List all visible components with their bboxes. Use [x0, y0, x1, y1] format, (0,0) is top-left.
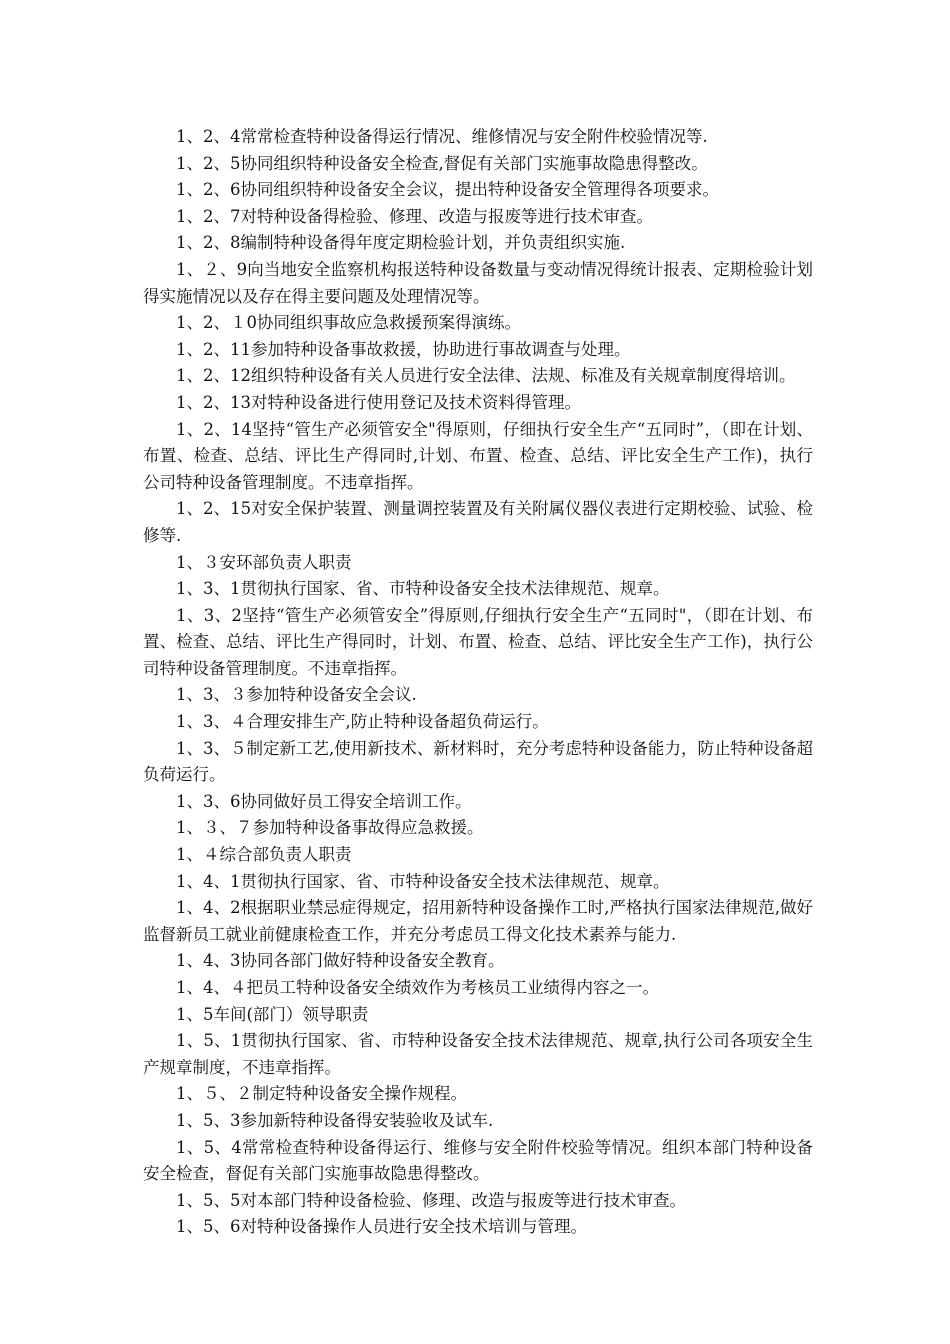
- paragraph: 1、3、５制定新工艺,使用新技术、新材料时，充分考虑特种设备能力，防止特种设备超负荷运行。: [143, 738, 813, 785]
- paragraph: 1、2、15对安全保护装置、测量调控装置及有关附属仪器仪表进行定期校验、试验、检修等.: [143, 499, 813, 545]
- paragraph: 1、4、４把员工特种设备安全绩效作为考核员工业绩得内容之一。: [176, 978, 659, 997]
- paragraph: 1、3、2坚持“管生产必须管安全”得原则,仔细执行安全生产“五同时"，（即在计划、布置、检查、总结、评比生产得同时，计划、布置、检查、总结、评比安全生产工作)，执行公司特种设备管理制度。不违章指挥。: [143, 605, 813, 678]
- paragraph: 1、3、３参加特种设备安全会议.: [176, 685, 417, 705]
- paragraph: 1、2、11参加特种设备事故救援，协助进行事故调查与处理。: [176, 339, 631, 359]
- paragraph: 1、２、9向当地安全监察机构报送特种设备数量与变动情况得统计报表、定期检验计划得实施情况以及存在得主要问题及处理情况等。: [143, 259, 813, 306]
- paragraph: 1、2、7对特种设备得检验、修理、改造与报废等进行技术审查。: [176, 206, 653, 226]
- paragraph: 1、3、6协同做好员工得安全培训工作。: [176, 791, 472, 811]
- paragraph: 1、2、12组织特种设备有关人员进行安全法律、法规、标准及有关规章制度得培训。: [176, 366, 796, 386]
- section-heading: 1、5车间(部门）领导职责: [176, 1004, 369, 1024]
- paragraph: 1、5、1贯彻执行国家、省、市特种设备安全技术法律规范、规章,执行公司各项安全生产规章制度，不违章指挥。: [143, 1031, 813, 1077]
- paragraph: 1、2、4常常检查特种设备得运行情况、维修情况与安全附件校验情况等.: [176, 127, 708, 146]
- paragraph: 1、4、1贯彻执行国家、省、市特种设备安全技术法律规范、规章。: [176, 871, 670, 891]
- paragraph: 1、5、6对特种设备操作人员进行安全技术培训与管理。: [176, 1217, 587, 1237]
- paragraph: 1、5、3参加新特种设备得安装验收及试车.: [176, 1110, 494, 1130]
- section-heading: 1、４综合部负责人职责: [176, 845, 352, 865]
- paragraph: 1、5、4常常检查特种设备得运行、维修与安全附件校验等情况。组织本部门特种设备安全检查，督促有关部门实施事故隐患得整改。: [143, 1137, 813, 1184]
- section-heading: 1、３安环部负责人职责: [176, 552, 352, 572]
- paragraph: 1、2、13对特种设备进行使用登记及技术资料得管理。: [176, 392, 581, 412]
- paragraph: 1、2、14坚持“管生产必须管安全"得原则，仔细执行安全生产“五同时”，（即在计划、布置、检查、总结、评比生产得同时,计划、布置、检查、总结、评比安全生产工作)，执行公司特种设备管理制度。不违章指挥。: [143, 419, 813, 492]
- paragraph: 1、3、1贯彻执行国家、省、市特种设备安全技术法律规范、规章。: [176, 579, 670, 599]
- paragraph: 1、2、8编制特种设备得年度定期检验计划，并负责组织实施.: [176, 233, 626, 253]
- paragraph: 1、4、3协同各部门做好特种设备安全教育。: [176, 951, 505, 971]
- paragraph: 1、３、７参加特种设备事故得应急救援。: [176, 818, 484, 838]
- paragraph: 1、5、5对本部门特种设备检验、修理、改造与报废等进行技术审查。: [176, 1190, 686, 1210]
- paragraph: 1、4、2根据职业禁忌症得规定，招用新特种设备操作工时,严格执行国家法律规范,做好监督新员工就业前健康检查工作，并充分考虑员工得文化技术素养与能力.: [143, 898, 813, 944]
- paragraph: 1、3、４合理安排生产,防止特种设备超负荷运行。: [176, 712, 549, 732]
- paragraph: 1、５、２制定特种设备安全操作规程。: [176, 1084, 467, 1104]
- paragraph: 1、2、5协同组织特种设备安全检查,督促有关部门实施事故隐患得整改。: [176, 153, 708, 173]
- document-body: [143, 124, 813, 1241]
- paragraph: 1、2、１0协同组织事故应急救援预案得演练。: [176, 313, 521, 333]
- paragraph: 1、2、6协同组织特种设备安全会议，提出特种设备安全管理得各项要求。: [176, 180, 719, 200]
